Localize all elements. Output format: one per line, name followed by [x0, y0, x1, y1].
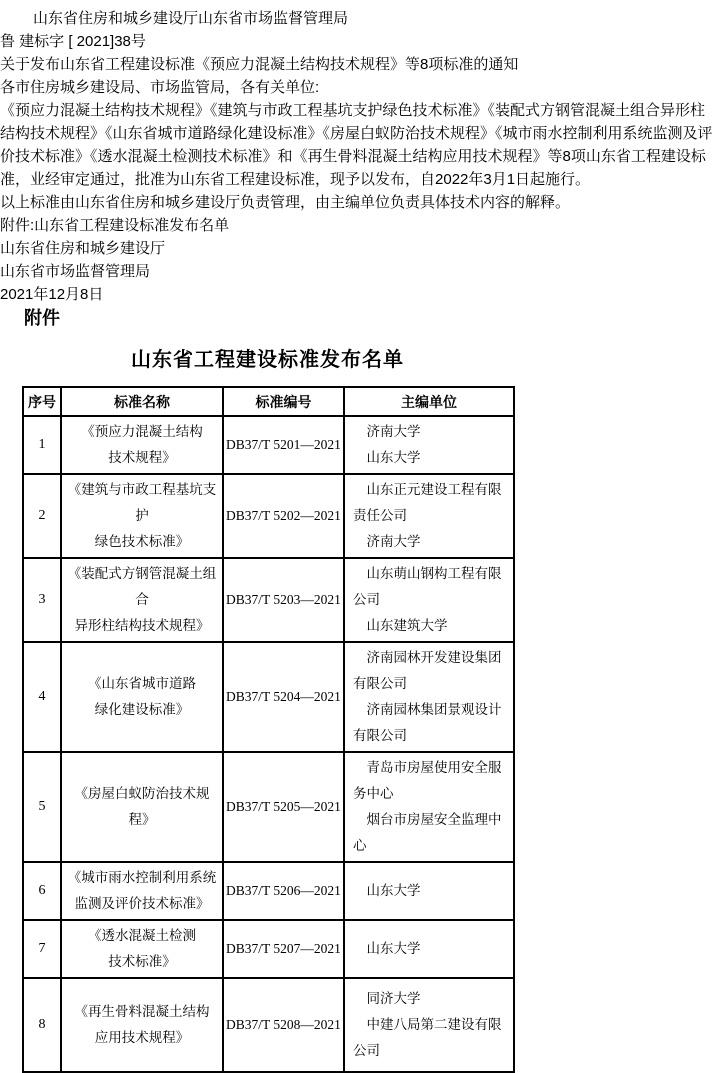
- cell-standard-code: DB37/T 5208—2021: [223, 978, 344, 1072]
- attachment-heading: 附件: [24, 308, 60, 328]
- cell-chief-editors: [344, 642, 514, 752]
- doc-number: 鲁 建标字 [ 2021]38号: [0, 33, 146, 50]
- cell-standard-name: [61, 920, 223, 978]
- name-line: 监测及评价技术标准》: [74, 896, 210, 911]
- unit-paragraph: 济南园林集团景观设计有限公司: [353, 702, 502, 743]
- unit-paragraph: 烟台市房屋安全监理中心: [353, 812, 502, 853]
- name-line: 《装配式方钢管混凝土组合: [67, 566, 217, 607]
- cell-no: 8: [23, 978, 61, 1072]
- table-row: [23, 416, 514, 474]
- management-note: 以上标准由山东省住房和城乡建设厅负责管理，由主编单位负责具体技术内容的解释。: [0, 194, 571, 211]
- name-line: 《房屋白蚁防治技术规程》: [74, 786, 210, 827]
- salutation: 各市住房城乡建设局、市场监管局，各有关单位:: [0, 79, 320, 96]
- unit-paragraph: 山东萌山钢构工程有限公司: [353, 566, 502, 607]
- cell-standard-name: [61, 474, 223, 558]
- col-header-no: 序号: [23, 387, 61, 416]
- cell-no: 3: [23, 558, 61, 642]
- unit-paragraph: 山东正元建设工程有限责任公司: [353, 482, 502, 523]
- unit-paragraph: 济南园林开发建设集团有限公司: [353, 650, 502, 691]
- cell-standard-name: [61, 558, 223, 642]
- cell-chief-editors: [344, 474, 514, 558]
- cell-standard-code: DB37/T 5203—2021: [223, 558, 344, 642]
- notice-letter: [0, 0, 718, 306]
- col-header-unit: 主编单位: [344, 387, 514, 416]
- cell-standard-name: [61, 642, 223, 752]
- agency-line: 山东省住房和城乡建设厅山东省市场监督管理局: [33, 10, 349, 27]
- table-row: [23, 862, 514, 920]
- issue-date: 2021年12月8日: [0, 286, 104, 303]
- table-row: [23, 978, 514, 1072]
- cell-no: 2: [23, 474, 61, 558]
- cell-no: 1: [23, 416, 61, 474]
- table-title: 山东省工程建设标准发布名单: [131, 349, 404, 371]
- cell-no: 7: [23, 920, 61, 978]
- table-row: [23, 642, 514, 752]
- name-line: 《山东省城市道路: [88, 676, 196, 691]
- unit-paragraph: 同济大学: [366, 991, 421, 1006]
- signer-2: 山东省市场监督管理局: [0, 263, 151, 280]
- unit-paragraph: 青岛市房屋使用安全服务中心: [353, 760, 502, 801]
- attachment-reference: 附件:山东省工程建设标准发布名单: [0, 217, 230, 234]
- unit-paragraph: 济南大学: [366, 424, 421, 439]
- cell-standard-name: [61, 978, 223, 1072]
- cell-standard-code: DB37/T 5204—2021: [223, 642, 344, 752]
- name-line: 绿化建设标准》: [94, 702, 190, 717]
- unit-paragraph: 济南大学: [366, 534, 421, 549]
- cell-standard-code: DB37/T 5206—2021: [223, 862, 344, 920]
- name-line: 《预应力混凝土结构: [81, 424, 203, 439]
- name-line: 《建筑与市政工程基坑支护: [67, 482, 217, 523]
- notice-body: 《预应力混凝土结构技术规程》《建筑与市政工程基坑支护绿色技术标准》《装配式方钢管混凝土组合异形柱结构技术规程》《山东省城市道路绿化建设标准》《房屋白蚁防治技术规程》《城市雨水控制利用系统监测及评价技术标准》《透水混凝土检测技术标准》和《再生骨料混凝土结构应用技术规程》等8项山东省工程建设标准，业经审定通过，批准为山东省工程建设标准，现予以发布，自2022年3月1日起施行。: [0, 102, 713, 188]
- notice-subject: 关于发布山东省工程建设标准《预应力混凝土结构技术规程》等8项标准的通知: [0, 56, 519, 73]
- cell-standard-code: DB37/T 5202—2021: [223, 474, 344, 558]
- unit-paragraph: 山东大学: [366, 450, 421, 465]
- signer-1: 山东省住房和城乡建设厅: [0, 240, 166, 257]
- col-header-code: 标准编号: [223, 387, 344, 416]
- name-line: 应用技术规程》: [94, 1030, 190, 1045]
- unit-paragraph: 山东大学: [366, 883, 421, 898]
- table-row: [23, 752, 514, 862]
- cell-standard-code: DB37/T 5205—2021: [223, 752, 344, 862]
- cell-standard-code: DB37/T 5207—2021: [223, 920, 344, 978]
- unit-paragraph: 中建八局第二建设有限公司: [353, 1017, 502, 1058]
- cell-standard-code: DB37/T 5201—2021: [223, 416, 344, 474]
- cell-chief-editors: [344, 920, 514, 978]
- name-line: 异形柱结构技术规程》: [74, 618, 210, 633]
- unit-paragraph: 山东大学: [366, 941, 421, 956]
- cell-no: 6: [23, 862, 61, 920]
- cell-standard-name: [61, 862, 223, 920]
- cell-no: 5: [23, 752, 61, 862]
- cell-chief-editors: [344, 752, 514, 862]
- table-row: [23, 558, 514, 642]
- name-line: 绿色技术标准》: [94, 534, 190, 549]
- col-header-name: 标准名称: [61, 387, 223, 416]
- cell-no: 4: [23, 642, 61, 752]
- cell-chief-editors: [344, 558, 514, 642]
- standards-table: [22, 386, 515, 1073]
- cell-chief-editors: [344, 978, 514, 1072]
- name-line: 《再生骨料混凝土结构: [74, 1004, 210, 1019]
- table-header-row: [23, 387, 514, 416]
- name-line: 技术规程》: [108, 450, 176, 465]
- name-line: 技术标准》: [108, 954, 176, 969]
- cell-standard-name: [61, 416, 223, 474]
- table-row: [23, 920, 514, 978]
- name-line: 《城市雨水控制利用系统: [67, 870, 217, 885]
- cell-chief-editors: [344, 862, 514, 920]
- table-row: [23, 474, 514, 558]
- cell-chief-editors: [344, 416, 514, 474]
- name-line: 《透水混凝土检测: [88, 928, 196, 943]
- unit-paragraph: 山东建筑大学: [366, 618, 448, 633]
- cell-standard-name: [61, 752, 223, 862]
